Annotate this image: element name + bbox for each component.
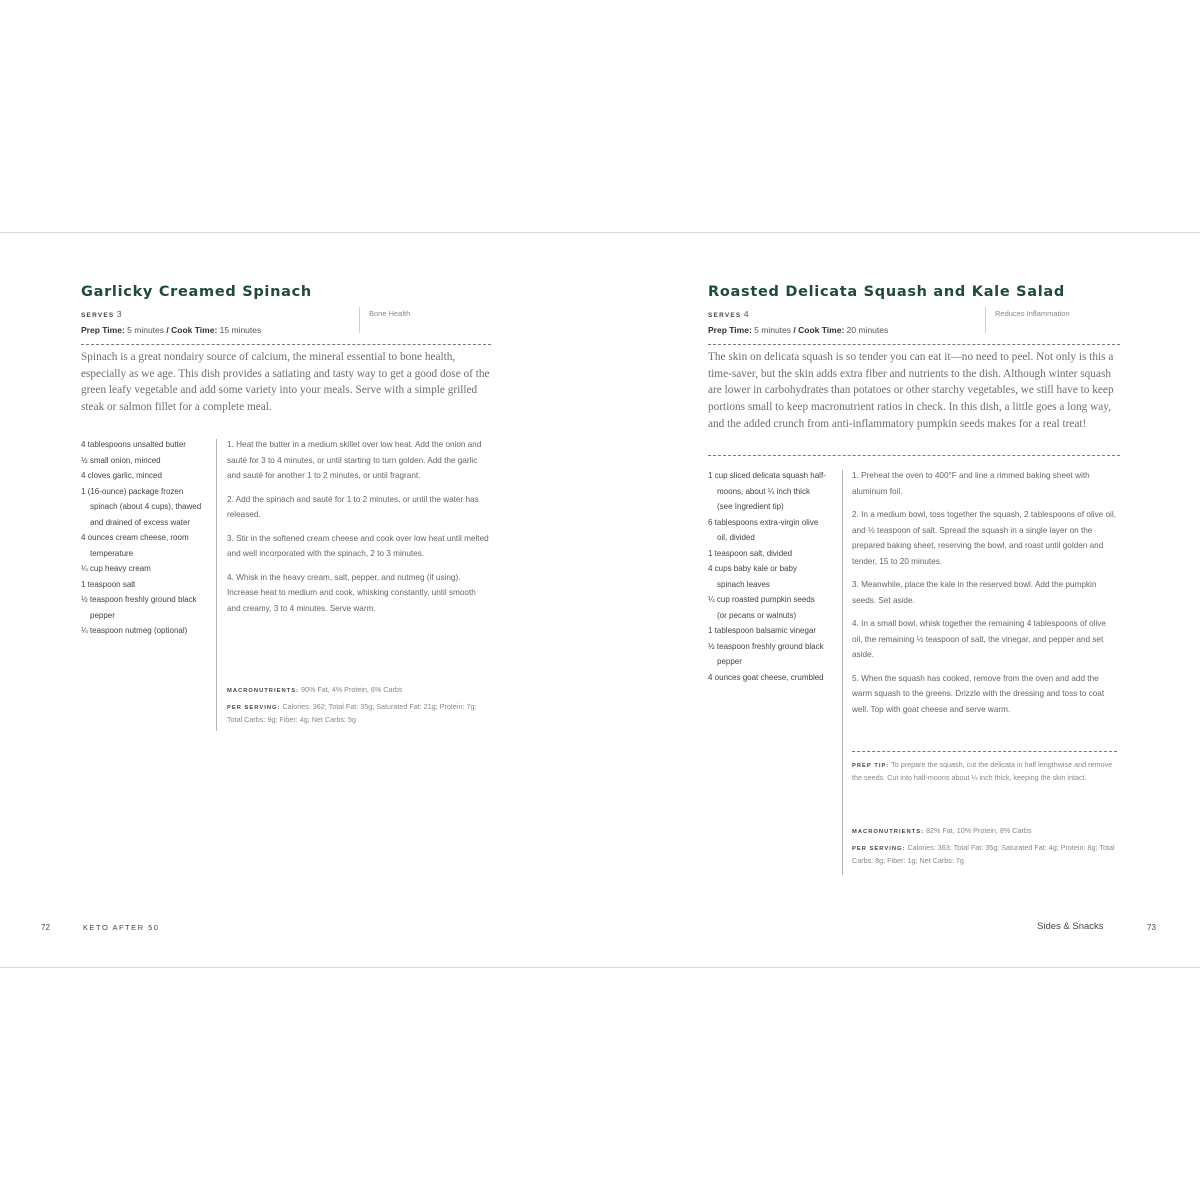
ingredient-item: ¼ cup roasted pumpkin seeds (or pecans or walnuts) bbox=[708, 595, 815, 620]
ingredients-list bbox=[81, 437, 206, 639]
recipe-title: Roasted Delicata Squash and Kale Salad bbox=[708, 284, 1065, 300]
running-title: Sides & Snacks bbox=[1037, 921, 1104, 932]
ingredient-item: 1 teaspoon salt, divided bbox=[708, 548, 793, 558]
ingredient-item: 1 cup sliced delicata squash half-moons, about ¼ inch thick (see Ingredient tip) bbox=[708, 471, 826, 511]
intro-rule bbox=[708, 455, 1120, 456]
macros-value: 82% Fat, 10% Protein, 8% Carbs bbox=[926, 826, 1032, 835]
macros-note bbox=[227, 684, 489, 697]
prep-tip-value: To prepare the squash, cut the delicata in half lengthwise and remove the seeds. Cut into half-moons about ¼ inch thick, keeping the skin intact. bbox=[852, 760, 1113, 782]
ingredient-item: ½ teaspoon freshly ground black pepper bbox=[708, 641, 824, 666]
step-item: 4. In a small bowl, whisk together the remaining 4 tablespoons of olive oil, the remaining ½ teaspoon of salt, the vinegar, and pepper and set aside. bbox=[852, 619, 1106, 659]
step-item: 5. When the squash has cooked, remove from the oven and add the warm squash to the greens. Drizzle with the dressing and toss to coat well. Top with goat cheese and serve warm. bbox=[852, 673, 1105, 714]
recipe-intro: Spinach is a great nondairy source of calcium, the mineral essential to bone health, especially as we age. This dish provides a satiating and tasty way to get a good dose of the green leafy vegetable and add some variety into your meals. Serve with a simple grilled steak or salmon fillet for a complete meal. bbox=[81, 351, 490, 414]
header-rule bbox=[81, 344, 491, 345]
macros-label: MACRONUTRIENTS: bbox=[852, 829, 924, 835]
ingredients-list bbox=[708, 468, 826, 685]
prep-value: 5 minutes bbox=[127, 325, 165, 335]
recipe-title: Garlicky Creamed Spinach bbox=[81, 284, 312, 300]
header-rule bbox=[708, 344, 1120, 345]
serves-label: SERVES bbox=[708, 312, 742, 319]
ingredient-item: ¼ cup heavy cream bbox=[81, 564, 151, 573]
ingredient-item: ¼ teaspoon nutmeg (optional) bbox=[81, 626, 188, 635]
column-divider bbox=[216, 439, 217, 731]
cook-label: Cook Time: bbox=[798, 325, 845, 335]
macros-value: 90% Fat, 4% Protein, 6% Carbs bbox=[301, 685, 403, 694]
step-item: 1. Preheat the oven to 400°F and line a rimmed baking sheet with aluminum foil. bbox=[852, 471, 1090, 496]
per-serving-note bbox=[227, 701, 489, 725]
cook-value: 20 minutes bbox=[846, 325, 889, 335]
tag-divider bbox=[359, 307, 360, 333]
page-number: 73 bbox=[1147, 923, 1156, 932]
ingredient-item: 6 tablespoons extra-virgin olive oil, divided bbox=[708, 517, 819, 542]
per-serving-label: PER SERVING: bbox=[227, 705, 281, 711]
prep-tip-note bbox=[852, 759, 1117, 783]
recipe-meta bbox=[708, 307, 888, 337]
column-divider bbox=[842, 470, 843, 875]
ingredient-item: 1 (16-ounce) package frozen spinach (about 4 cups), thawed and drained of excess water bbox=[81, 486, 202, 527]
per-serving-value: Calories: 363; Total Fat: 35g; Saturated Fat: 4g; Protein: 8g; Total Carbs: 8g; Fiber: 1g; Net Carbs: 7g bbox=[852, 843, 1115, 865]
time-separator: / bbox=[793, 325, 796, 335]
ingredient-item: 1 tablespoon balsamic vinegar bbox=[708, 626, 817, 635]
cook-value: 15 minutes bbox=[219, 325, 262, 335]
prep-value: 5 minutes bbox=[754, 325, 792, 335]
ingredient-item: 4 cloves garlic, minced bbox=[81, 471, 162, 480]
time-separator: / bbox=[166, 325, 169, 335]
step-item: 2. Add the spinach and sauté for 1 to 2 minutes, or until the water has released. bbox=[227, 494, 479, 519]
per-serving-label: PER SERVING: bbox=[852, 846, 906, 852]
per-serving-value: Calories: 362; Total Fat: 35g; Saturated Fat: 21g; Protein: 7g; Total Carbs: 9g; Fiber: 4g; Net Carbs: 5g bbox=[227, 702, 477, 724]
steps-list bbox=[227, 437, 489, 624]
ingredient-item: 4 tablespoons unsalted butter bbox=[81, 440, 186, 449]
step-item: 3. Meanwhile, place the kale in the reserved bowl. Add the pumpkin seeds. Set aside. bbox=[852, 580, 1097, 605]
serves-value: 4 bbox=[743, 309, 749, 319]
ingredient-item: ½ teaspoon freshly ground black pepper bbox=[81, 595, 197, 620]
ingredient-item: 4 cups baby kale or baby spinach leaves bbox=[708, 564, 797, 589]
macros-note bbox=[852, 825, 1117, 838]
per-serving-note bbox=[852, 842, 1117, 866]
prep-label: Prep Time: bbox=[81, 325, 125, 335]
prep-tip-label: PREP TIP: bbox=[852, 763, 890, 769]
step-item: 2. In a medium bowl, toss together the squash, 2 tablespoons of olive oil, and ½ teaspoon of salt. Spread the squash in a single layer on the prepared baking sheet, reserving the bowl, and roast until golden and tender, 15 to 20 minutes. bbox=[852, 510, 1116, 566]
serves-label: SERVES bbox=[81, 312, 115, 319]
health-tag: Bone Health bbox=[369, 309, 411, 318]
cook-label: Cook Time: bbox=[171, 325, 218, 335]
step-item: 3. Stir in the softened cream cheese and cook over low heat until melted and well incorporated with the spinach, 2 to 3 minutes. bbox=[227, 533, 489, 558]
page-number: 72 bbox=[41, 923, 50, 932]
tip-rule bbox=[852, 751, 1117, 752]
steps-list bbox=[852, 468, 1117, 725]
prep-label: Prep Time: bbox=[708, 325, 752, 335]
book-spread bbox=[0, 232, 1200, 968]
ingredient-item: 1 teaspoon salt bbox=[81, 579, 136, 589]
ingredient-item: 4 ounces cream cheese, room temperature bbox=[81, 533, 189, 558]
ingredient-item: ½ small onion, minced bbox=[81, 455, 161, 465]
recipe-meta bbox=[81, 307, 261, 337]
left-page bbox=[0, 233, 599, 967]
step-item: 4. Whisk in the heavy cream, salt, pepper, and nutmeg (if using). Increase heat to medium and cook, whisking constantly, until smooth and creamy, 3 to 4 minutes. Serve warm. bbox=[227, 572, 476, 613]
health-tag: Reduces Inflammation bbox=[995, 309, 1070, 318]
recipe-intro: The skin on delicata squash is so tender you can eat it—no need to peel. Not only is this a time-saver, but the skin adds extra fiber and nutrients to the dish. Although winter squash are lower in carbohydrates than potatoes or other starchy vegetables, we still have to keep portions small to keep macronutrient ratios in check. In this dish, a little goes a long way, and the added crunch from anti-inflammatory pumpkin seeds makes for a real treat! bbox=[708, 351, 1114, 430]
macros-label: MACRONUTRIENTS: bbox=[227, 688, 299, 694]
step-item: 1. Heat the butter in a medium skillet over low heat. Add the onion and sauté for 3 to 4 minutes, or until starting to turn golden. Add the garlic and sauté for another 1 to 2 minutes, or until fragrant. bbox=[227, 440, 482, 480]
right-page bbox=[599, 233, 1200, 967]
serves-value: 3 bbox=[116, 309, 122, 319]
ingredient-item: 4 ounces goat cheese, crumbled bbox=[708, 672, 824, 682]
tag-divider bbox=[985, 307, 986, 333]
running-title: KETO AFTER 50 bbox=[83, 923, 160, 932]
